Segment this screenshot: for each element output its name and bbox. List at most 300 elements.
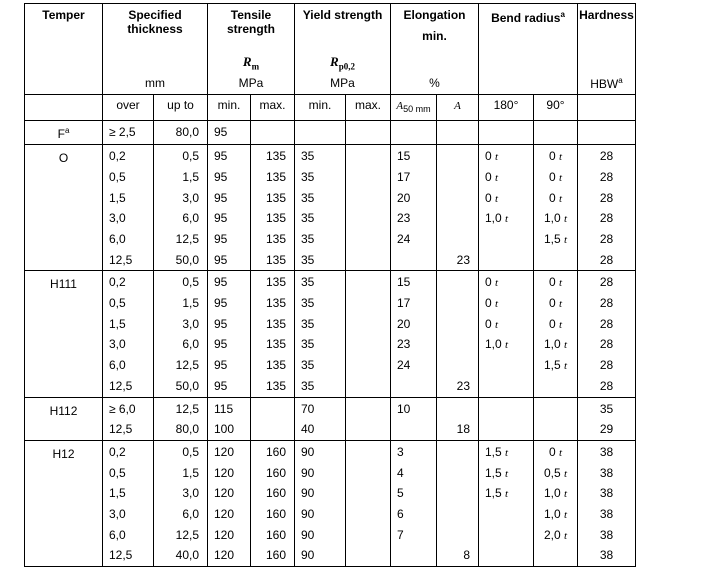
cell-over [103, 397, 154, 440]
cell-value [534, 419, 577, 440]
cell-value [485, 122, 533, 143]
cell-value: 1,5 [182, 465, 199, 480]
cell-value: 12,5 [175, 401, 199, 416]
yield-header-text: Yield strength [302, 8, 383, 22]
elongation-unit: % [429, 76, 440, 90]
cell-value: 6 [397, 507, 404, 522]
subheader-hardness-blank [578, 95, 636, 121]
cell-value: 160 [265, 444, 286, 459]
cell-b90 [534, 121, 578, 145]
cell-value: 115 [214, 401, 234, 416]
cell-value: 3,0 [109, 211, 126, 226]
subheader-90: 90° [534, 95, 578, 121]
cell-value [485, 399, 533, 420]
table-row [25, 397, 636, 440]
bend-radius-header-text: Bend radius [491, 11, 561, 25]
tensile-header-text: Tensile strength [227, 8, 275, 36]
cell-a50 [391, 397, 437, 440]
cell-value: 0,5 t [543, 465, 568, 480]
cell-value: 35 [301, 378, 315, 393]
cell-value: 0 t [485, 275, 499, 290]
cell-value [346, 229, 390, 250]
cell-value [397, 419, 436, 440]
table-row [25, 121, 636, 145]
cell-value: 95 [214, 190, 228, 205]
cell-value: 28 [599, 337, 614, 352]
cell-value [301, 122, 345, 143]
cell-value: 1,5 t [543, 231, 568, 246]
cell-b180 [479, 271, 534, 397]
cell-value: 0 t [548, 316, 563, 331]
cell-value: 0 t [548, 275, 563, 290]
cell-value [346, 146, 390, 167]
cell-value: 12,5 [109, 548, 133, 563]
cell-value: 23 [456, 378, 470, 393]
temper-header [25, 4, 103, 95]
cell-rm-min [208, 397, 251, 440]
cell-value [397, 122, 436, 143]
cell-value: 1,0 t [485, 337, 509, 352]
cell-rp-min [295, 121, 346, 145]
subheader-temper-blank [25, 95, 103, 121]
rm-symbol: $R_m$ [242, 54, 260, 72]
cell-b90 [534, 397, 578, 440]
cell-value: 20 [397, 316, 411, 331]
subheader-rp-min: min. [295, 95, 346, 121]
cell-b90 [534, 271, 578, 397]
cell-rm-max [251, 440, 295, 566]
cell-value: 12,5 [175, 527, 199, 542]
cell-value [437, 442, 470, 463]
cell-value: 160 [265, 527, 286, 542]
cell-value: 24 [397, 231, 411, 246]
cell-value [437, 463, 470, 484]
cell-value [437, 146, 470, 167]
cell-value [346, 504, 390, 525]
cell-value: 20 [397, 190, 411, 205]
cell-value: 0 t [548, 296, 563, 311]
cell-value [534, 250, 577, 271]
cell-value: 135 [265, 275, 286, 290]
cell-value [346, 293, 390, 314]
cell-rp-max [346, 397, 391, 440]
cell-value: 15 [397, 149, 411, 164]
cell-value: 50,0 [175, 252, 199, 267]
temper-cell [25, 440, 103, 566]
cell-value [346, 188, 390, 209]
cell-a [437, 145, 479, 271]
cell-value: 28 [599, 316, 614, 331]
cell-value [346, 419, 390, 440]
cell-value: 23 [397, 337, 411, 352]
cell-over [103, 271, 154, 397]
cell-rm-max [251, 397, 295, 440]
cell-value: 95 [214, 149, 228, 164]
cell-value [346, 314, 390, 335]
cell-value: 95 [214, 211, 228, 226]
cell-value: 35 [301, 149, 315, 164]
cell-value [485, 504, 533, 525]
cell-value: 17 [397, 296, 411, 311]
cell-value [437, 122, 470, 143]
cell-value: 90 [301, 527, 315, 542]
cell-value: 95 [214, 337, 228, 352]
cell-value: 35 [301, 337, 315, 352]
cell-value: 15 [397, 275, 411, 290]
cell-value: 6,0 [109, 358, 126, 373]
temper-cell [25, 397, 103, 440]
cell-value: 38 [599, 548, 614, 563]
temper-value: H12 [52, 446, 75, 461]
cell-value: 95 [214, 275, 228, 290]
cell-value: 90 [301, 548, 315, 563]
tensile-header [208, 4, 295, 95]
temper-header-text: Temper [42, 8, 85, 22]
cell-value: 8 [463, 548, 470, 563]
thickness-header-text: Specified thickness [127, 8, 183, 36]
cell-value: 35 [301, 211, 315, 226]
cell-hbw [578, 440, 636, 566]
cell-value: 3 [397, 444, 404, 459]
cell-value: 80,0 [175, 422, 199, 437]
cell-hbw [578, 397, 636, 440]
cell-value [437, 188, 470, 209]
cell-a [437, 440, 479, 566]
thickness-unit: mm [145, 76, 165, 90]
cell-value: 0,5 [109, 296, 126, 311]
cell-value [534, 399, 577, 420]
cell-over [103, 440, 154, 566]
cell-value [437, 525, 470, 546]
cell-rm-min [208, 440, 251, 566]
cell-a50 [391, 271, 437, 397]
cell-value: 23 [456, 252, 470, 267]
cell-a50 [391, 145, 437, 271]
bend-radius-footnote: a [560, 10, 565, 19]
cell-value: 35 [599, 401, 614, 416]
cell-value: 3,0 [109, 337, 126, 352]
elongation-header-text: Elongation [403, 8, 466, 22]
cell-value: 95 [214, 169, 228, 184]
cell-value [437, 355, 470, 376]
cell-value [397, 250, 436, 271]
cell-value: 28 [599, 149, 614, 164]
cell-value [485, 355, 533, 376]
cell-value: 35 [301, 296, 315, 311]
cell-value: 2,0 t [543, 527, 568, 542]
cell-value: 35 [301, 275, 315, 290]
cell-value: 120 [214, 527, 235, 542]
cell-value: 38 [599, 486, 614, 501]
cell-value [251, 399, 286, 420]
cell-value: 28 [599, 252, 614, 267]
cell-value: 90 [301, 465, 315, 480]
cell-value: 1,5 t [485, 465, 509, 480]
cell-value [437, 504, 470, 525]
cell-value [578, 122, 635, 143]
cell-value: 0 t [548, 444, 563, 459]
table-row [25, 145, 636, 271]
temper-cell [25, 271, 103, 397]
cell-value: 135 [265, 316, 286, 331]
cell-value [485, 250, 533, 271]
cell-value: 135 [265, 337, 286, 352]
cell-value: 12,5 [109, 378, 133, 393]
cell-value: 135 [265, 296, 286, 311]
cell-value: 135 [265, 231, 286, 246]
cell-value: 28 [599, 378, 614, 393]
table-row [25, 440, 636, 566]
cell-value: 3,0 [182, 486, 199, 501]
cell-value: 0,5 [182, 149, 199, 164]
cell-rm-max [251, 145, 295, 271]
cell-value: 35 [301, 231, 315, 246]
cell-value: 12,5 [109, 422, 133, 437]
cell-value: 0,5 [109, 465, 126, 480]
cell-value: 5 [397, 486, 404, 501]
cell-value: 0 t [485, 296, 499, 311]
subheader-over: over [103, 95, 154, 121]
cell-value: 12,5 [109, 252, 133, 267]
cell-b180 [479, 397, 534, 440]
cell-rp-max [346, 121, 391, 145]
cell-value: 29 [599, 422, 614, 437]
temper-footnote: a [64, 126, 70, 136]
cell-value [437, 399, 470, 420]
cell-value: 28 [599, 231, 614, 246]
cell-value: 135 [265, 211, 286, 226]
cell-value: 7 [397, 527, 404, 542]
mechanical-properties-table [24, 3, 636, 567]
cell-value: 95 [214, 316, 228, 331]
cell-value: 38 [599, 527, 614, 542]
cell-value [397, 376, 436, 397]
cell-value: 1,5 [109, 316, 126, 331]
cell-b90 [534, 440, 578, 566]
subheader-up-to: up to [154, 95, 208, 121]
cell-value: 28 [599, 169, 614, 184]
cell-value: 135 [265, 358, 286, 373]
cell-value: 95 [214, 252, 228, 267]
cell-value: 120 [214, 486, 235, 501]
cell-rm-min [208, 121, 251, 145]
cell-value: 35 [301, 252, 315, 267]
cell-value: 50,0 [175, 378, 199, 393]
cell-value: 12,5 [175, 231, 199, 246]
cell-value: 0 t [548, 190, 563, 205]
cell-value: 1,5 [109, 190, 126, 205]
cell-value: 0,2 [109, 275, 126, 290]
cell-value [346, 442, 390, 463]
cell-value: 100 [214, 422, 235, 437]
cell-value [485, 376, 533, 397]
cell-rp-min [295, 440, 346, 566]
cell-rm-max [251, 271, 295, 397]
cell-value: 1,5 t [485, 444, 509, 459]
cell-value: ≥ 6,0 [109, 401, 136, 416]
rp-symbol: $R_{p0,2}$ [330, 54, 355, 72]
cell-value [346, 399, 390, 420]
cell-rp-min [295, 397, 346, 440]
hardness-header [578, 4, 636, 95]
cell-value [346, 167, 390, 188]
cell-value: 35 [301, 169, 315, 184]
cell-value [437, 293, 470, 314]
yield-unit: MPa [330, 76, 355, 90]
cell-value: 28 [599, 211, 614, 226]
cell-value [251, 122, 286, 143]
cell-value: 18 [456, 422, 470, 437]
cell-value: 1,0 t [543, 211, 568, 226]
thickness-header [103, 4, 208, 95]
cell-value: ≥ 2,5 [109, 125, 136, 140]
cell-value: 95 [214, 296, 228, 311]
cell-value [437, 167, 470, 188]
cell-value: 80,0 [175, 125, 199, 140]
cell-value [346, 463, 390, 484]
subheader-rm-max: max. [251, 95, 295, 121]
cell-value [485, 525, 533, 546]
cell-value [437, 483, 470, 504]
cell-value: 0 t [548, 169, 563, 184]
cell-b180 [479, 145, 534, 271]
cell-a [437, 397, 479, 440]
cell-value: 1,0 t [543, 337, 568, 352]
subheader-a: A [437, 95, 479, 121]
cell-value [437, 272, 470, 293]
cell-value [437, 229, 470, 250]
cell-value [346, 208, 390, 229]
cell-value: 1,5 [182, 296, 199, 311]
cell-value [346, 250, 390, 271]
cell-hbw [578, 271, 636, 397]
cell-rp-min [295, 271, 346, 397]
cell-value: 3,0 [182, 190, 199, 205]
cell-b180 [479, 440, 534, 566]
cell-value [346, 272, 390, 293]
hardness-unit: HBW$^a$ [590, 76, 623, 91]
cell-value: 17 [397, 169, 411, 184]
cell-value: 160 [265, 486, 286, 501]
table-row [25, 271, 636, 397]
cell-value: 38 [599, 465, 614, 480]
cell-value: 0 t [548, 149, 563, 164]
cell-rp-max [346, 145, 391, 271]
subheader-180: 180° [479, 95, 534, 121]
cell-value: 0,2 [109, 149, 126, 164]
cell-a [437, 271, 479, 397]
header-row [25, 4, 636, 95]
temper-value: F [57, 127, 65, 142]
cell-rp-max [346, 271, 391, 397]
cell-value: 6,0 [109, 527, 126, 542]
cell-value [346, 122, 390, 143]
cell-value [346, 355, 390, 376]
cell-value: 1,5 [182, 169, 199, 184]
cell-value: 160 [265, 507, 286, 522]
cell-value [251, 419, 286, 440]
cell-value: 1,0 t [485, 211, 509, 226]
cell-hbw [578, 145, 636, 271]
cell-value [346, 334, 390, 355]
cell-value: 0 t [485, 169, 499, 184]
cell-value [485, 419, 533, 440]
temper-cell [25, 121, 103, 145]
cell-value [346, 525, 390, 546]
cell-value: 23 [397, 211, 411, 226]
cell-value: 120 [214, 507, 235, 522]
cell-value [485, 229, 533, 250]
cell-value: 1,5 [109, 486, 126, 501]
cell-value: 0 t [485, 190, 499, 205]
cell-value: 6,0 [109, 231, 126, 246]
temper-cell [25, 145, 103, 271]
hardness-header-text: Hardness [579, 8, 634, 22]
cell-value: 28 [599, 275, 614, 290]
subheader-row [25, 95, 636, 121]
cell-value: 90 [301, 444, 315, 459]
cell-value [437, 314, 470, 335]
cell-value: 0 t [485, 316, 499, 331]
cell-rm-max [251, 121, 295, 145]
cell-value: 1,0 t [543, 486, 568, 501]
cell-value: 6,0 [182, 211, 199, 226]
cell-value: 95 [214, 378, 228, 393]
temper-value: H112 [49, 403, 78, 418]
cell-value: 3,0 [109, 507, 126, 522]
cell-a50 [391, 440, 437, 566]
cell-over [103, 145, 154, 271]
cell-value [437, 208, 470, 229]
cell-value [346, 376, 390, 397]
cell-value: 24 [397, 358, 411, 373]
subheader-rp-max: max. [346, 95, 391, 121]
cell-value [534, 122, 577, 143]
cell-value: 160 [265, 465, 286, 480]
cell-value: 135 [265, 378, 286, 393]
cell-value: 28 [599, 358, 614, 373]
cell-value: 0,5 [182, 444, 199, 459]
cell-value: 70 [301, 401, 315, 416]
cell-value [534, 376, 577, 397]
subheader-a50: $A_{50 mm}$ [391, 95, 437, 121]
cell-over [103, 121, 154, 145]
cell-value: 12,5 [175, 358, 199, 373]
cell-value: 40 [301, 422, 315, 437]
cell-a50 [391, 121, 437, 145]
cell-rp-min [295, 145, 346, 271]
cell-value: 35 [301, 316, 315, 331]
cell-value: 120 [214, 548, 235, 563]
cell-value: 120 [214, 444, 235, 459]
tensile-unit: MPa [238, 76, 264, 90]
cell-value: 0,2 [109, 444, 126, 459]
yield-header [295, 4, 391, 95]
cell-value: 28 [599, 190, 614, 205]
cell-value: 90 [301, 507, 315, 522]
cell-value: 0 t [485, 149, 499, 164]
temper-value: H111 [50, 277, 77, 292]
cell-hbw [578, 121, 636, 145]
cell-value [437, 334, 470, 355]
cell-upto [154, 271, 208, 397]
cell-value: 10 [397, 401, 411, 416]
cell-value: 95 [214, 358, 228, 373]
cell-value [346, 483, 390, 504]
cell-value: 135 [265, 190, 286, 205]
cell-value: 38 [599, 507, 614, 522]
cell-value: 135 [265, 252, 286, 267]
